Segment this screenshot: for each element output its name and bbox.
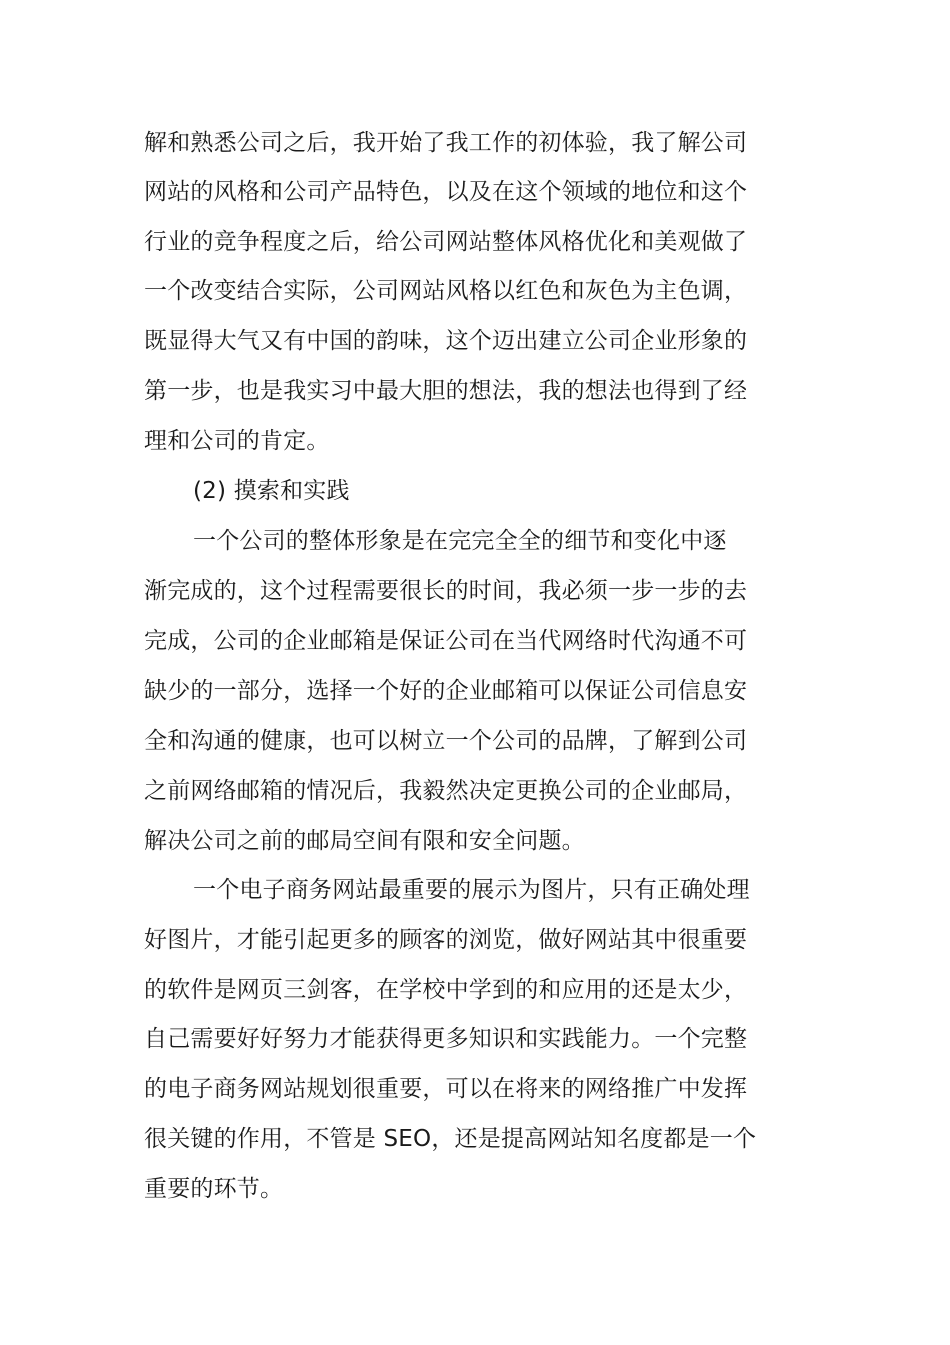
text-line: 的软件是网页三剑客，在学校中学到的和应用的还是太少， [144, 977, 748, 1003]
text-line: 既显得大气又有中国的韵味，这个迈出建立公司企业形象的 [144, 328, 748, 354]
text-line: 行业的竞争程度之后，给公司网站整体风格优化和美观做了 [144, 229, 748, 255]
text-line: 第一步，也是我实习中最大胆的想法，我的想法也得到了经 [144, 378, 748, 404]
text-line: 网站的风格和公司产品特色，以及在这个领域的地位和这个 [144, 179, 748, 205]
text-line: 一个电子商务网站最重要的展示为图片，只有正确处理 [193, 877, 750, 903]
text-line: 一个公司的整体形象是在完完全全的细节和变化中逐 [193, 528, 727, 554]
text-line: 渐完成的，这个过程需要很长的时间，我必须一步一步的去 [144, 578, 748, 604]
text-line: 全和沟通的健康，也可以树立一个公司的品牌，了解到公司 [144, 728, 748, 754]
text-line: 缺少的一部分，选择一个好的企业邮箱可以保证公司信息安 [144, 678, 748, 704]
text-line: 重要的环节。 [144, 1176, 284, 1202]
text-line: 好图片，才能引起更多的顾客的浏览，做好网站其中很重要 [144, 927, 748, 953]
text-line: 完成，公司的企业邮箱是保证公司在当代网络时代沟通不可 [144, 628, 748, 654]
text-line: 理和公司的肯定。 [144, 428, 330, 454]
text-line: 很关键的作用，不管是 SEO，还是提高网站知名度都是一个 [144, 1126, 757, 1152]
text-line: 之前网络邮箱的情况后，我毅然决定更换公司的企业邮局， [144, 778, 748, 804]
text-line: 的电子商务网站规划很重要，可以在将来的网络推广中发挥 [144, 1076, 748, 1102]
text-line: 解决公司之前的邮局空间有限和安全问题。 [144, 828, 585, 854]
text-line: 解和熟悉公司之后，我开始了我工作的初体验，我了解公司 [144, 130, 748, 156]
text-line: 自己需要好好努力才能获得更多知识和实践能力。一个完整 [144, 1026, 748, 1052]
text-line: 一个改变结合实际，公司网站风格以红色和灰色为主色调， [144, 278, 748, 304]
section-heading: (2) 摸索和实践 [193, 478, 350, 504]
